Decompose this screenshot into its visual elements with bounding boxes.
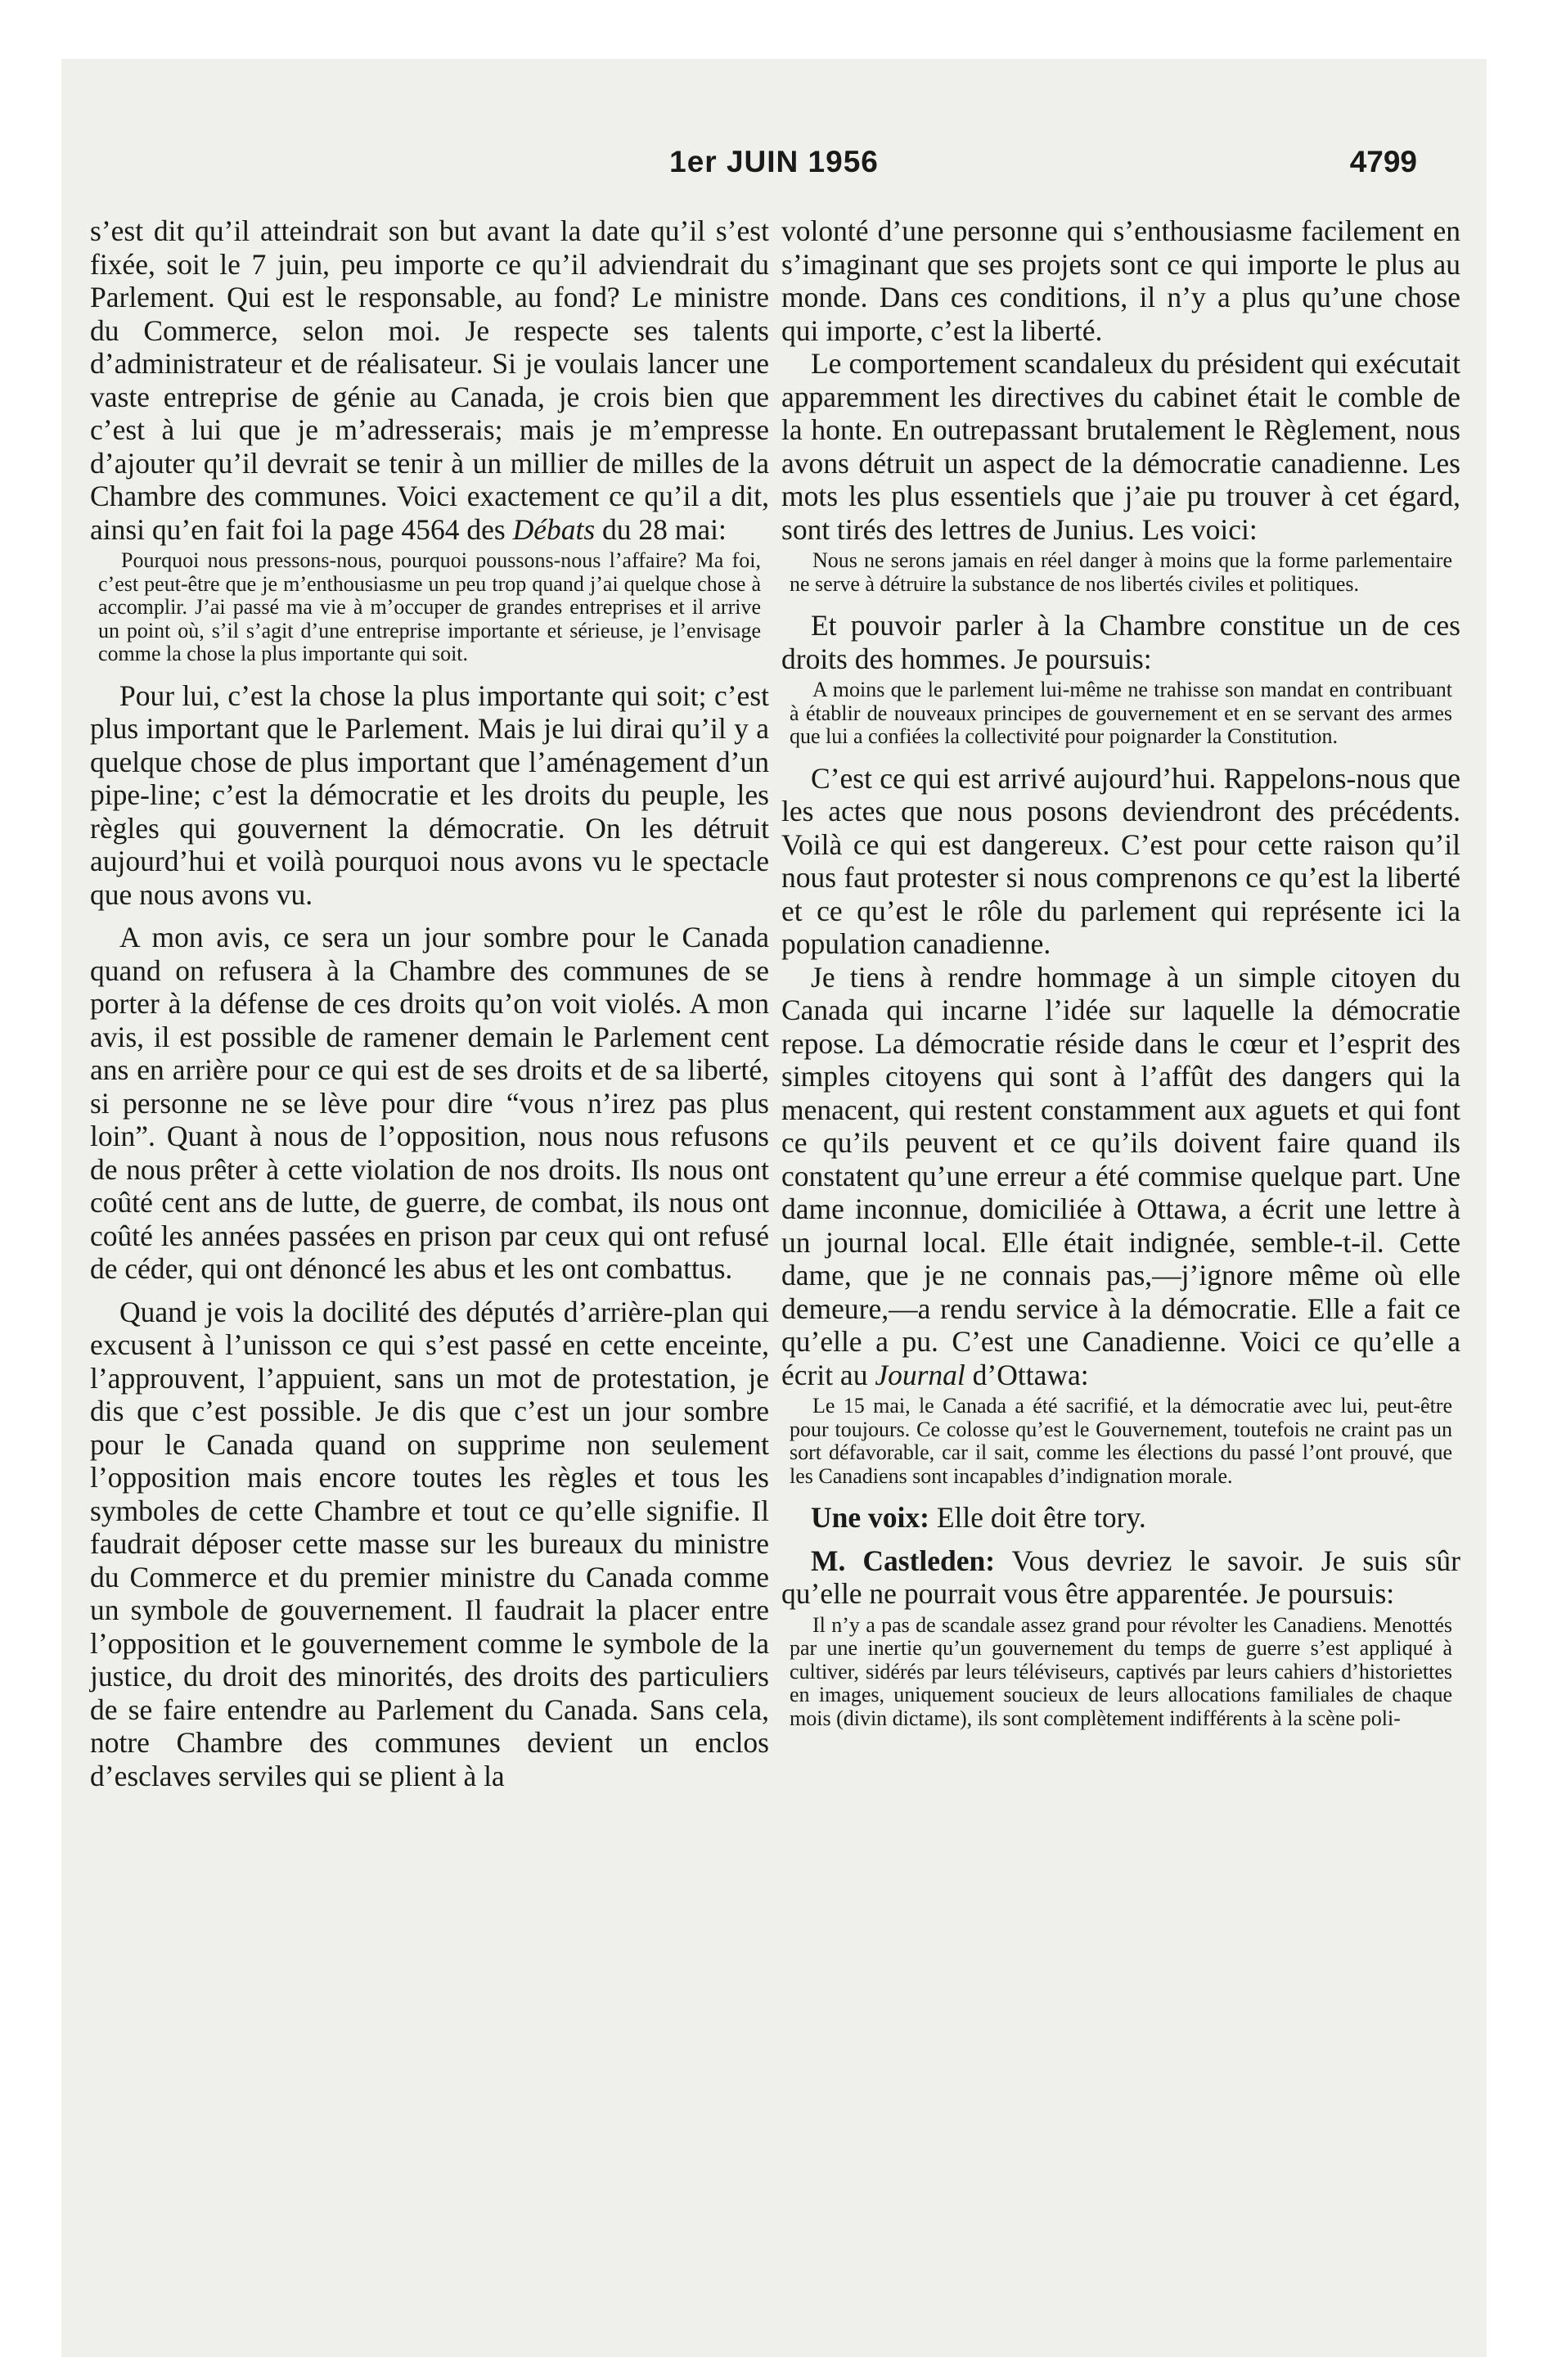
block-quote: A moins que le parlement lui-même ne trahisse son mandat en contribuant à établir de nouveaux principes de gouvernement et en se servant des armes que lui a confiées la collectivité pour poignarder la Constitution. <box>790 678 1452 748</box>
speaker-name: Une voix: <box>811 1501 929 1534</box>
paragraph: Le comportement scandaleux du président qui exécutait apparemment les directives du cabinet était le comble de la honte. En outrepassant brutalement le Règlement, nous avons détruit un aspect de la démocratie canadienne. Les mots les plus essentiels que j’aie pu trouver à cet égard, sont tirés des lettres de Junius. Les voici: <box>781 347 1460 546</box>
left-column <box>90 214 769 1792</box>
block-quote: Pourquoi nous pressons-nous, pourquoi poussons-nous l’affaire? Ma foi, c’est peut-être que je m’enthousiasme un peu trop quand j’ai quelque chose à accomplir. J’ai passé ma vie à m’occuper de grandes entreprises et il arrive un point où, s’il s’agit d’une entreprise importante et sérieuse, je l’envisage comme la chose la plus importante qui soit. <box>98 548 761 665</box>
block-quote: Nous ne serons jamais en réel danger à moins que la forme parlementaire ne serve à détruire la substance de nos libertés civiles et politiques. <box>790 548 1452 596</box>
page-scan <box>61 59 1487 2357</box>
page-number: 4799 <box>1349 145 1417 178</box>
paragraph: Et pouvoir parler à la Chambre constitue un de ces droits des hommes. Je poursuis: <box>781 609 1460 675</box>
paragraph: C’est ce qui est arrivé aujourd’hui. Rappelons-nous que les actes que nous posons deviendront des précédents. Voilà ce qui est dangereux. C’est pour cette raison qu’il nous faut protester si nous comprenons ce qu’est la liberté et ce qu’est le rôle du parlement qui représente ici la population canadienne. <box>781 761 1460 960</box>
page-header <box>61 145 1487 194</box>
speaker-paragraph <box>781 1501 1460 1535</box>
speaker-name: M. Castleden: <box>811 1544 996 1577</box>
paragraph <box>781 961 1460 1392</box>
header-date: 1er JUIN 1956 <box>669 145 879 178</box>
paragraph-text: s’est dit qu’il atteindrait son but avant la date qu’il s’est fixée, soit le 7 juin, peu importe ce qu’il adviendrait du Parlement. Qui est le responsable, au fond? Le ministre du Commerce, selon moi. Je respecte ses talents d’administrateur et de réalisateur. Si je voulais lancer une vaste entreprise de génie au Canada, je crois bien que c’est à lui que je m’adresserais; mais je m’empresse d’ajouter qu’il devrait se tenir à un millier de milles de la Chambre des communes. Voici exactement ce qu’il a dit, ainsi qu’en fait foi la page 4564 des <box>90 214 769 546</box>
speaker-text: Vous devriez le savoir. Je suis sûr qu’elle ne pourrait vous être apparentée. Je poursuis: <box>781 1544 1461 1610</box>
paragraph-text: Je tiens à rendre hommage à un simple citoyen du Canada qui incarne l’idée sur laquelle la démocratie repose. La démocratie réside dans le cœur et l’esprit des simples citoyens qui sont à l’affût des dangers qui la menacent, qui restent constamment aux aguets et qui font ce qu’ils peuvent et ce qu’ils doivent faire quand ils constatent qu’une erreur a été commise quelque part. Une dame inconnue, domiciliée à Ottawa, a écrit une lettre à un journal local. Elle était indignée, semble-t-il. Cette dame, que je ne connais pas,—j’ignore même où elle demeure,—a rendu service à la démocratie. Elle a fait ce qu’elle a pu. C’est une Canadienne. Voici ce qu’elle a écrit au <box>781 960 1460 1391</box>
right-column <box>781 214 1460 1743</box>
block-quote: Il n’y a pas de scandale assez grand pour révolter les Canadiens. Menottés par une inertie qu’un gouvernement du temps de guerre s’est appliqué à cultiver, sidérés par leurs téléviseurs, captivés par leurs cahiers d’historiettes en images, uniquement soucieux de leurs allocations familiales de chaque mois (divin dictame), ils sont complètement indifférents à la scène poli- <box>790 1612 1452 1730</box>
paragraph: Quand je vois la docilité des députés d’arrière-plan qui excusent à l’unisson ce qui s’est passé en cette enceinte, l’approuvent, l’appuient, sans un mot de protestation, je dis que c’est possible. Je dis que c’est un jour sombre pour le Canada quand on supprime non seulement l’opposition mais encore toutes les règles et tous les symboles de cette Chambre et tout ce qu’elle signifie. Il faudrait déposer cette masse sur les bureaux du ministre du Commerce et du premier ministre du Canada comme un symbole de gouvernement. Il faudrait la placer entre l’opposition et le gouvernement comme le symbole de la justice, du droit des minorités, des droits des particuliers de se faire entendre au Parlement du Canada. Sans cela, notre Chambre des communes devient un enclos d’esclaves serviles qui se plient à la <box>90 1295 769 1792</box>
paragraph: Pour lui, c’est la chose la plus importante qui soit; c’est plus important que le Parlement. Mais je lui dirai qu’il y a quelque chose de plus important que l’aménagement d’un pipe-line; c’est la démocratie et les droits du peuple, les règles qui gouvernent la démocratie. On les détruit aujourd’hui et voilà pourquoi nous avons vu le spectacle que nous avons vu. <box>90 678 769 911</box>
paragraph-text: du 28 mai: <box>602 512 727 546</box>
paragraph-text: d’Ottawa: <box>972 1358 1089 1391</box>
block-quote: Le 15 mai, le Canada a été sacrifié, et la démocratie avec lui, peut-être pour toujours. Ce colosse qu’est le Gouvernement, toutefois ne craint pas un sort défavorable, car il sait, comme les élections du passé l’ont prouvé, que les Canadiens sont incapables d’indignation morale. <box>790 1394 1452 1488</box>
paragraph: volonté d’une personne qui s’enthousiasme facilement en s’imaginant que ses projets sont ce qui importe le plus au monde. Dans ces conditions, il n’y a plus qu’une chose qui importe, c’est la liberté. <box>781 214 1460 347</box>
italic-title: Journal <box>875 1358 965 1391</box>
italic-title: Débats <box>512 512 596 546</box>
paragraph <box>90 214 769 546</box>
paragraph: A mon avis, ce sera un jour sombre pour le Canada quand on refusera à la Chambre des communes de se porter à la défense de ces droits qu’on voit violés. A mon avis, il est possible de ramener demain le Parlement cent ans en arrière pour ce qui est de ses droits et de sa liberté, si personne ne se lève pour dire “vous n’irez pas plus loin”. Quant à nous de l’opposition, nous nous refusons de nous prêter à cette violation de nos droits. Ils nous ont coûté cent ans de lutte, de guerre, de combat, ils nous ont coûté les années passées en prison par ceux qui ont refusé de céder, qui ont dénoncé les abus et les ont combattus. <box>90 921 769 1285</box>
speaker-paragraph <box>781 1544 1460 1611</box>
speaker-text: Elle doit être tory. <box>936 1501 1146 1534</box>
